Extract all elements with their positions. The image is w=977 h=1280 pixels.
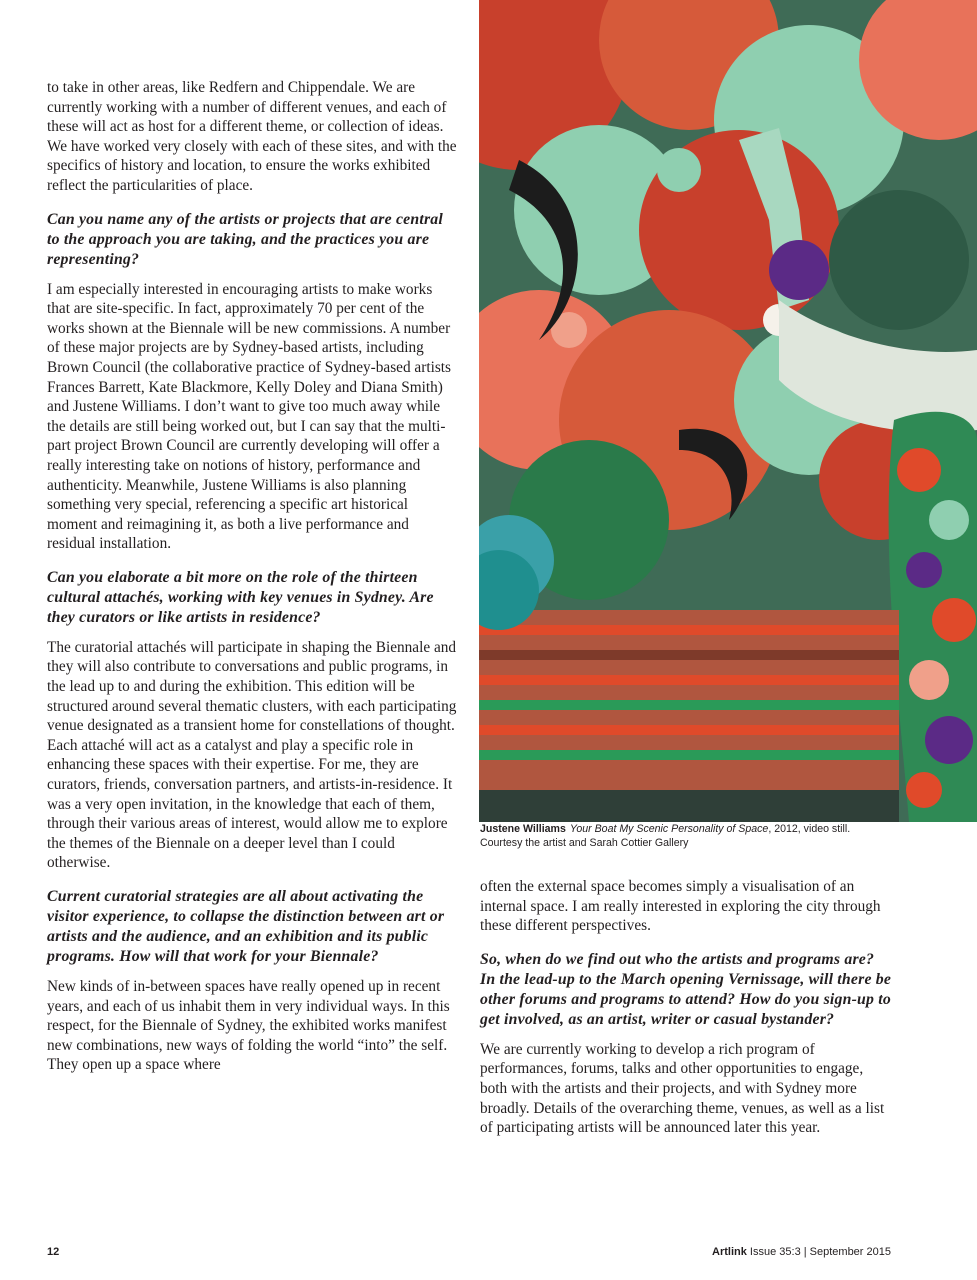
paragraph-3: The curatorial attachés will participate in shaping the Biennale and they will also contribute to conversations and public programs, in the lead up to and during the exhibition. This edition will be structured around several thematic clusters, with each participating venue designated as a transient home for constellations of thought. Each attaché will act as a catalyst and play a specific role in enhancing these spaces with their expertise. For me, they are curators, friends, conversation partners, and artists-in-residence. It was a very open invitation, in the knowledge that each of them, through their various areas of interest, would allow me to explore the themes of the Biennale on a deeper level than I could otherwise.: [47, 638, 457, 872]
page-number: 12: [47, 1246, 60, 1258]
paragraph-4: New kinds of in-between spaces have really opened up in recent years, and each of us inhabit them in very individual ways. In this respect, for the Biennale of Sydney, the exhibited works manifest new combinations, new ways of folding the world “into” the self. They open up a space where: [47, 978, 450, 1074]
caption-title: Your Boat My Scenic Personality of Space: [569, 823, 769, 835]
paragraph-2: I am especially interested in encouraging artists to make works that are site-specific. In fact, approximately 70 per cent of the works shown at the Biennale will be new commissions. A number of these major projects are by Sydney-based artists, including Brown Council (the collaborative practice of Sydney-based artists Frances Barrett, Kate Blackmore, Kelly Doley and Diana Smith) and Justene Williams. I don’t want to give too much away while the details are still being worked out, but I can say that the multi-part project Brown Council are currently developing will offer a really interesting take on notions of history, performance and authenticity. Meanwhile, Justene Williams is also planning something very special, referencing a specific art historical moment and reimagining it, as both a live performance and residual installation.: [47, 280, 451, 553]
right-column: [480, 877, 892, 1150]
publication-info: [712, 1246, 891, 1258]
caption-details: , 2012, video still.: [768, 823, 851, 835]
artwork-photo: [479, 0, 977, 822]
photo-caption: [480, 823, 960, 850]
caption-line-1: [480, 823, 960, 837]
question-2: Can you elaborate a bit more on the role of the thirteen cultural attachés, working with key venues in Sydney. Are they curators or like artists in residence?: [47, 568, 434, 626]
question-1: Can you name any of the artists or projects that are central to the approach you are taking, and the practices you are representing?: [47, 210, 443, 268]
paragraph-1: to take in other areas, like Redfern and Chippendale. We are currently working with a number of different venues, and each of these will act as host for a different theme, or collection of ideas. We have worked very closely with each of these sites, and with the specifics of history and location, to ensure the works exhibited reflect the particularities of place.: [47, 79, 457, 194]
paragraph-6: We are currently working to develop a rich program of performances, forums, talks and other opportunities to engage, both with the artists and their projects, and with Sydney more broadly. Details of the overarching theme, venues, as well as a list of participating artists will be announced later this year.: [480, 1040, 885, 1137]
paragraph-5: often the external space becomes simply a visualisation of an internal space. I am really interested in exploring the city through these different perspectives.: [480, 878, 881, 935]
question-4: So, when do we find out who the artists and programs are? In the lead-up to the March opening Vernissage, will there be other forums and programs to attend? How do you sign-up to get involved, as an artist, writer or casual bystander?: [480, 950, 892, 1028]
issue-info: Issue 35:3 | September 2015: [746, 1246, 891, 1258]
caption-artist: Justene Williams: [480, 823, 566, 835]
question-3: Current curatorial strategies are all about activating the visitor experience, to collapse the distinction between art or artists and the audience, and an exhibition and its public programs. How will that work for your Biennale?: [47, 888, 445, 965]
publication-name: Artlink: [712, 1246, 747, 1258]
artwork-illustration: [479, 0, 977, 822]
left-column: [47, 78, 459, 1087]
caption-credit: Courtesy the artist and Sarah Cottier Gallery: [480, 836, 689, 849]
